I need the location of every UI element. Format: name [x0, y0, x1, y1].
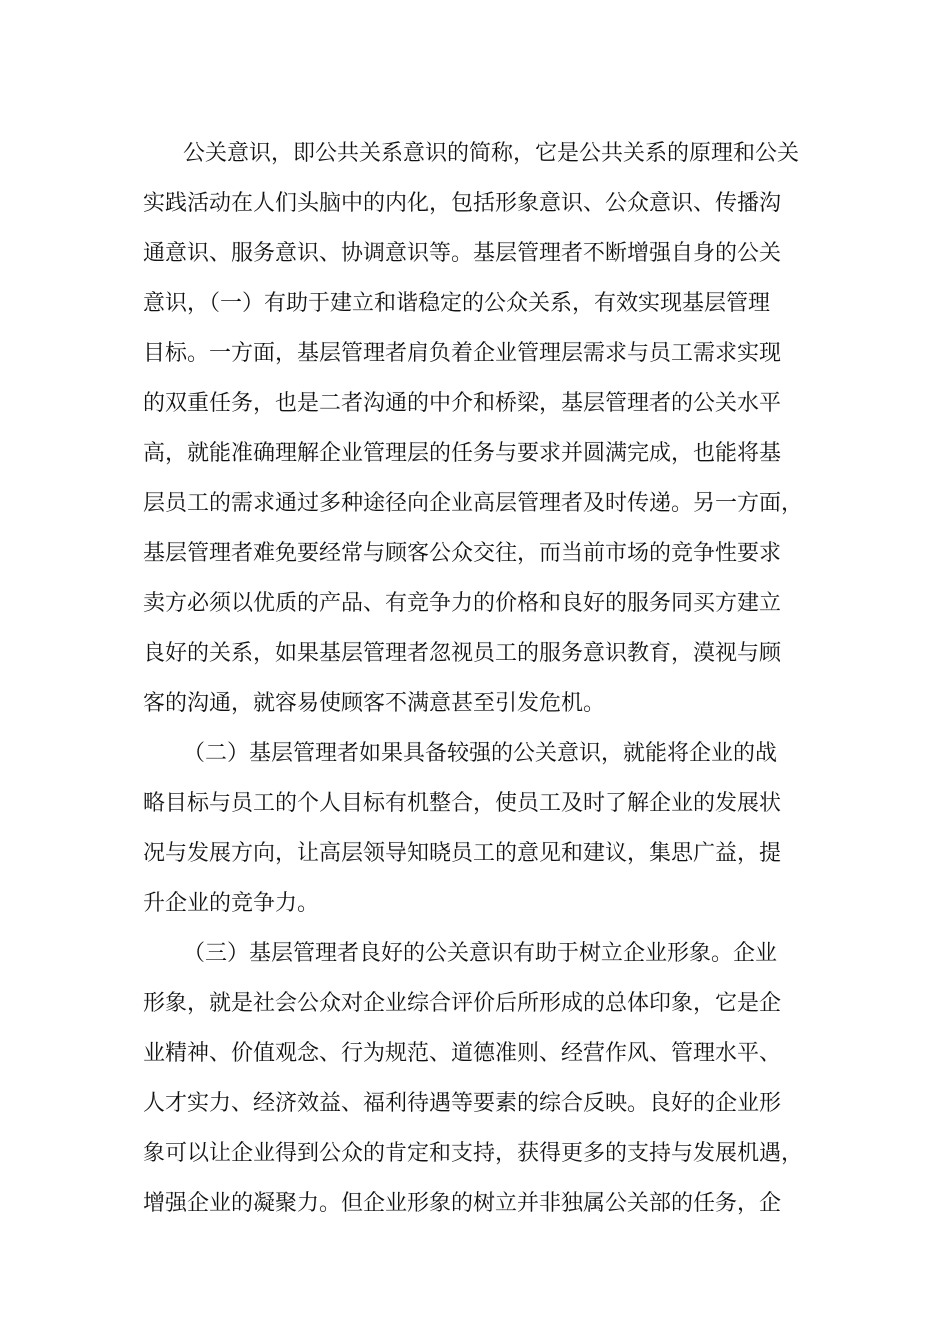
- text-line: 增强企业的凝聚力。但企业形象的树立并非独属公关部的任务，企: [143, 1191, 782, 1216]
- text-line: 象可以让企业得到公众的肯定和支持，获得更多的支持与发展机遇，: [143, 1141, 804, 1166]
- text-line: 形象，就是社会公众对企业综合评价后所形成的总体印象，它是企: [143, 991, 782, 1016]
- text-line: 层员工的需求通过多种途径向企业高层管理者及时传递。另一方面，: [143, 491, 804, 516]
- text-line: 意识，（一）有助于建立和谐稳定的公众关系，有效实现基层管理: [143, 291, 771, 316]
- text-line: 的双重任务，也是二者沟通的中介和桥梁，基层管理者的公关水平: [143, 391, 782, 416]
- text-line: 业精神、价值观念、行为规范、道德准则、经营作风、管理水平、: [143, 1041, 782, 1066]
- text-line: 人才实力、经济效益、福利待遇等要素的综合反映。良好的企业形: [143, 1091, 782, 1116]
- text-line: 略目标与员工的个人目标有机整合，使员工及时了解企业的发展状: [143, 791, 782, 816]
- text-line: 实践活动在人们头脑中的内化，包括形象意识、公众意识、传播沟: [143, 191, 782, 216]
- text-line: （二）基层管理者如果具备较强的公关意识，就能将企业的战: [183, 741, 778, 766]
- text-line: 通意识、服务意识、协调意识等。基层管理者不断增强自身的公关: [143, 241, 782, 266]
- text-line: 良好的关系，如果基层管理者忽视员工的服务意识教育，漠视与顾: [143, 641, 782, 666]
- text-line: 公关意识，即公共关系意识的简称，它是公共关系的原理和公关: [183, 141, 800, 166]
- text-line: 高，就能准确理解企业管理层的任务与要求并圆满完成，也能将基: [143, 441, 782, 466]
- text-line: 客的沟通，就容易使顾客不满意甚至引发危机。: [143, 691, 606, 716]
- text-line: 升企业的竞争力。: [143, 891, 320, 916]
- text-line: （三）基层管理者良好的公关意识有助于树立企业形象。企业: [183, 941, 778, 966]
- text-line: 目标。一方面，基层管理者肩负着企业管理层需求与员工需求实现: [143, 341, 782, 366]
- text-line: 卖方必须以优质的产品、有竞争力的价格和良好的服务同买方建立: [143, 591, 782, 616]
- text-line: 基层管理者难免要经常与顾客公众交往，而当前市场的竞争性要求: [143, 541, 782, 566]
- text-line: 况与发展方向，让高层领导知晓员工的意见和建议，集思广益，提: [143, 841, 782, 866]
